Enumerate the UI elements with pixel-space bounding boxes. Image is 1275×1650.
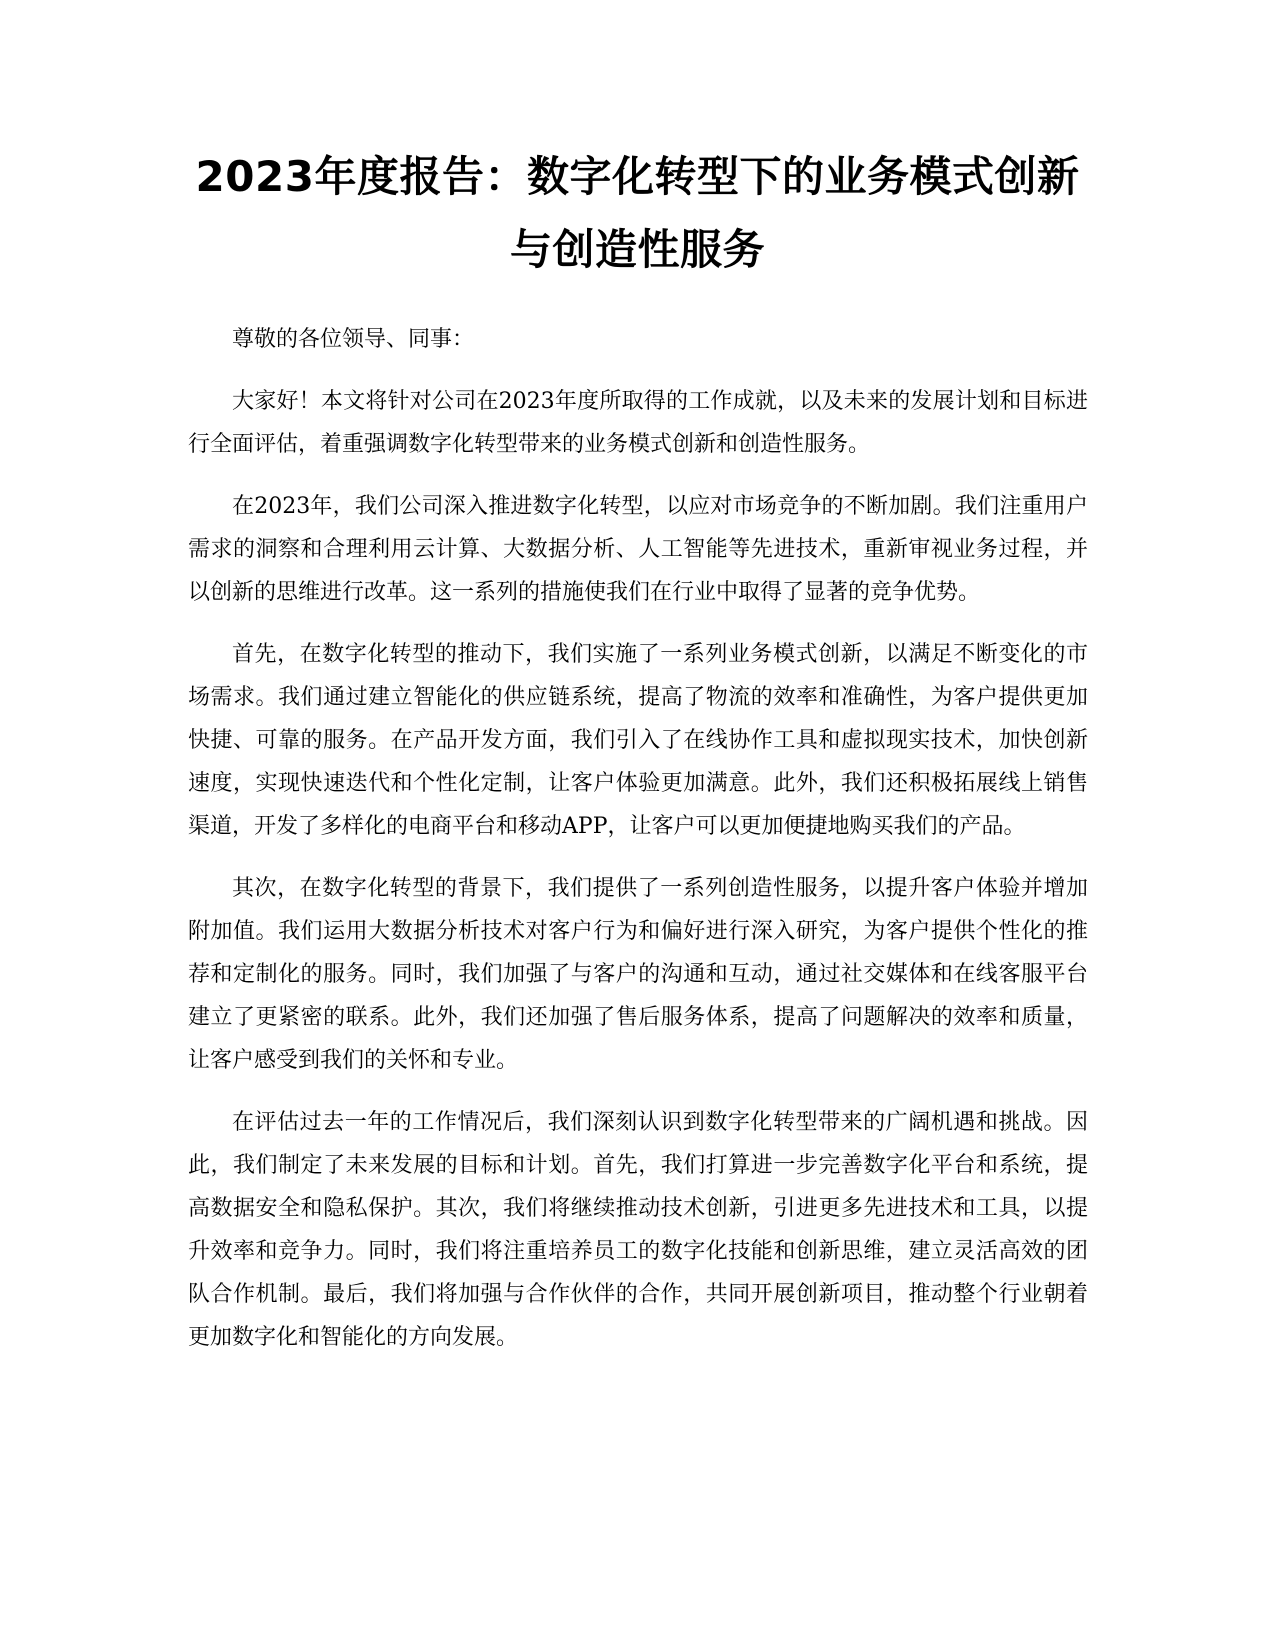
document-title: 2023年度报告：数字化转型下的业务模式创新与创造性服务 bbox=[195, 152, 1080, 274]
business-model-paragraph: 首先，在数字化转型的推动下，我们实施了一系列业务模式创新，以满足不断变化的市场需求。我们通过建立智能化的供应链系统，提高了物流的效率和准确性，为客户提供更加快捷、可靠的服务。在产品开发方面，我们引入了在线协作工具和虚拟现实技术，加快创新速度，实现快速迭代和个性化定制，让客户体验更加满意。此外，我们还积极拓展线上销售渠道，开发了多样化的电商平台和移动APP，让客户可以更加便捷地购买我们的产品。 bbox=[188, 642, 1088, 839]
transformation-paragraph: 在2023年，我们公司深入推进数字化转型，以应对市场竞争的不断加剧。我们注重用户需求的洞察和合理利用云计算、大数据分析、人工智能等先进技术，重新审视业务过程，并以创新的思维进行改革。这一系列的措施使我们在行业中取得了显著的竞争优势。 bbox=[188, 494, 1088, 605]
salutation-paragraph: 尊敬的各位领导、同事： bbox=[232, 327, 475, 352]
future-plan-paragraph: 在评估过去一年的工作情况后，我们深刻认识到数字化转型带来的广阔机遇和挑战。因此，我们制定了未来发展的目标和计划。首先，我们打算进一步完善数字化平台和系统，提高数据安全和隐私保护。其次，我们将继续推动技术创新，引进更多先进技术和工具，以提升效率和竞争力。同时，我们将注重培养员工的数字化技能和创新思维，建立灵活高效的团队合作机制。最后，我们将加强与合作伙伴的合作，共同开展创新项目，推动整个行业朝着更加数字化和智能化的方向发展。 bbox=[188, 1110, 1088, 1350]
document-body bbox=[188, 318, 1088, 1378]
creative-service-paragraph: 其次，在数字化转型的背景下，我们提供了一系列创造性服务，以提升客户体验并增加附加值。我们运用大数据分析技术对客户行为和偏好进行深入研究，为客户提供个性化的推荐和定制化的服务。同时，我们加强了与客户的沟通和互动，通过社交媒体和在线客服平台建立了更紧密的联系。此外，我们还加强了售后服务体系，提高了问题解决的效率和质量，让客户感受到我们的关怀和专业。 bbox=[188, 876, 1088, 1073]
intro-paragraph: 大家好！本文将针对公司在2023年度所取得的工作成就，以及未来的发展计划和目标进行全面评估，着重强调数字化转型带来的业务模式创新和创造性服务。 bbox=[188, 389, 1088, 457]
